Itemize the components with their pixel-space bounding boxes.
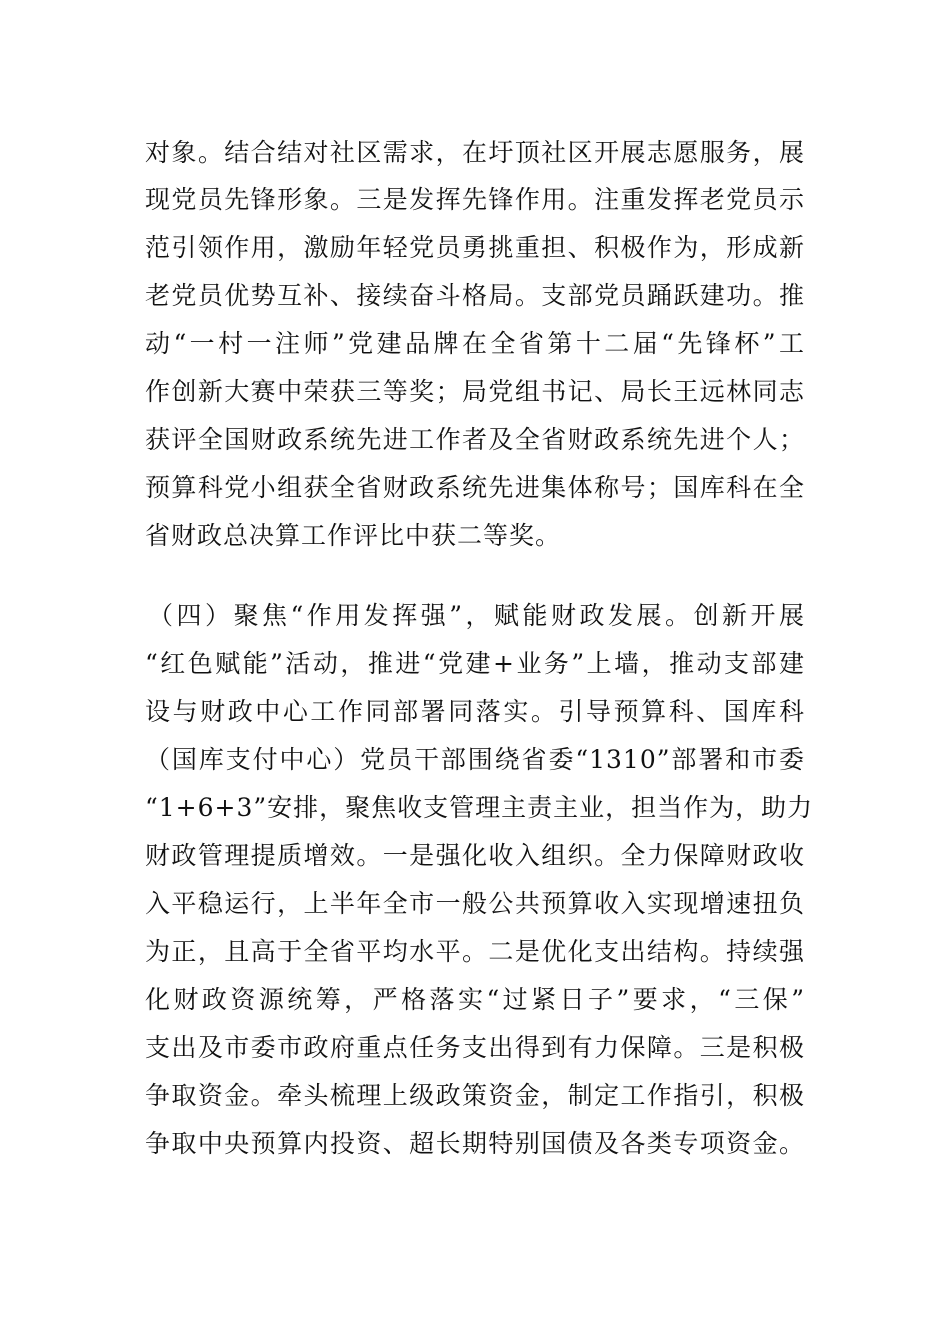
paragraph-2-line-8: 为正，且高于全省平均水平。二是优化支出结构。持续强 xyxy=(145,937,805,966)
paragraph-2-line-9: 化财政资源统筹，严格落实“过紧日子”要求，“三保” xyxy=(145,985,805,1014)
paragraph-1-line-8: 预算科党小组获全省财政系统先进集体称号；国库科在全 xyxy=(145,473,805,502)
paragraph-1-line-3: 范引领作用，激励年轻党员勇挑重担、积极作为，形成新 xyxy=(145,233,805,262)
paragraph-2-line-10: 支出及市委市政府重点任务支出得到有力保障。三是积极 xyxy=(145,1033,805,1062)
paragraph-1-line-5: 动“一村一注师”党建品牌在全省第十二届“先锋杯”工 xyxy=(145,329,805,358)
paragraph-1-line-2: 现党员先锋形象。三是发挥先锋作用。注重发挥老党员示 xyxy=(145,185,805,214)
paragraph-1-line-4: 老党员优势互补、接续奋斗格局。支部党员踊跃建功。推 xyxy=(145,281,805,310)
paragraph-2-line-3: 设与财政中心工作同部署同落实。引导预算科、国库科 xyxy=(145,697,805,726)
paragraph-1-line-9: 省财政总决算工作评比中获二等奖。 xyxy=(145,521,562,550)
paragraph-1-line-6: 作创新大赛中荣获三等奖；局党组书记、局长王远林同志 xyxy=(145,377,805,406)
paragraph-2-line-1: （四）聚焦“作用发挥强”，赋能财政发展。创新开展 xyxy=(148,601,805,630)
paragraph-2-line-5: “1+6+3”安排，聚焦收支管理主责主业，担当作为，助力 xyxy=(145,793,814,822)
paragraph-1-line-1: 对象。结合结对社区需求，在圩顶社区开展志愿服务，展 xyxy=(145,138,805,167)
paragraph-2-line-4: （国库支付中心）党员干部围绕省委“1310”部署和市委 xyxy=(145,745,805,774)
paragraph-2-line-12: 争取中央预算内投资、超长期特别国债及各类专项资金。 xyxy=(145,1129,805,1158)
paragraph-2-line-2: “红色赋能”活动，推进“党建+业务”上墙，推动支部建 xyxy=(145,649,805,678)
paragraph-2-line-11: 争取资金。牵头梳理上级政策资金，制定工作指引，积极 xyxy=(145,1081,805,1110)
paragraph-1-line-7: 获评全国财政系统先进工作者及全省财政系统先进个人； xyxy=(145,425,805,454)
paragraph-2-line-6: 财政管理提质增效。一是强化收入组织。全力保障财政收 xyxy=(145,841,805,870)
paragraph-2-line-7: 入平稳运行，上半年全市一般公共预算收入实现增速扭负 xyxy=(145,889,805,918)
